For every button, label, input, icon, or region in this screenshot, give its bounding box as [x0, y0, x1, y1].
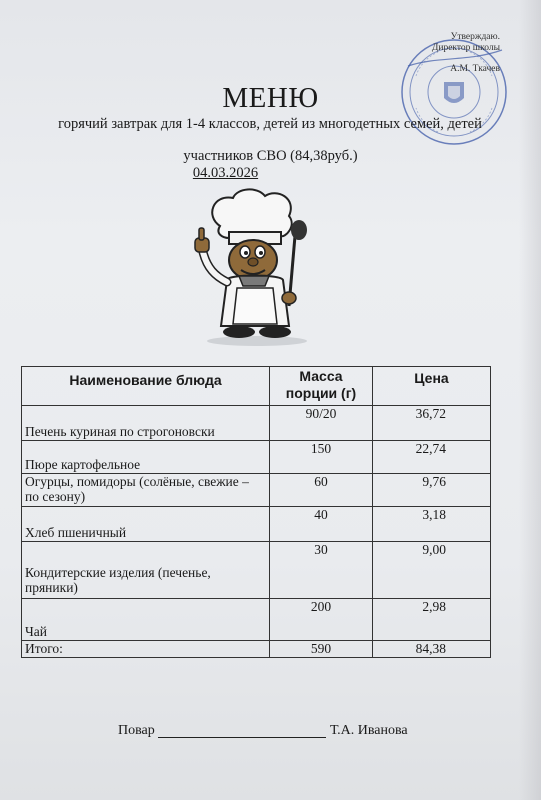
row-price: 2,98	[373, 599, 491, 641]
row-price: 36,72	[373, 406, 491, 441]
total-price: 84,38	[373, 641, 491, 658]
row-price: 3,18	[373, 507, 491, 542]
table-row	[22, 474, 491, 507]
row-mass: 30	[270, 542, 373, 599]
header-dish-name: Наименование блюда	[22, 367, 270, 406]
subtitle-line-1: горячий завтрак для 1-4 классов, детей из многодетных семей, детей	[58, 116, 482, 132]
page-edge-shadow	[519, 0, 541, 800]
row-price: 22,74	[373, 441, 491, 474]
row-price: 9,76	[373, 474, 491, 507]
cook-label: Повар	[118, 723, 155, 738]
row-mass: 90/20	[270, 406, 373, 441]
row-mass: 60	[270, 474, 373, 507]
table-row	[22, 406, 491, 441]
signature-line	[158, 737, 326, 738]
row-name: Чай	[22, 599, 270, 641]
row-mass: 40	[270, 507, 373, 542]
table-row	[22, 599, 491, 641]
table-row	[22, 507, 491, 542]
table-row	[22, 441, 491, 474]
row-name: Хлеб пшеничный	[22, 507, 270, 542]
chef-illustration	[185, 186, 325, 348]
table-header-row	[22, 367, 491, 406]
menu-table	[21, 366, 491, 658]
row-name: Пюре картофельное	[22, 441, 270, 474]
page-title: МЕНЮ	[222, 82, 319, 114]
subtitle-text: участников СВО (84,38руб.)	[183, 148, 358, 164]
cook-name: Т.А. Иванова	[330, 723, 408, 738]
table-total-row	[22, 641, 491, 658]
total-label: Итого:	[22, 641, 270, 658]
row-price: 9,00	[373, 542, 491, 599]
header-mass: Масса порции (г)	[270, 367, 373, 406]
row-mass: 150	[270, 441, 373, 474]
menu-date: 04.03.2026	[192, 165, 259, 181]
approval-line-1: Утверждаю.	[450, 32, 500, 42]
approval-line-3: А.М. Ткачев	[450, 64, 500, 74]
approval-block	[410, 32, 500, 75]
total-mass: 590	[270, 641, 373, 658]
subtitle-line-2	[0, 148, 541, 182]
approval-line-2: Директор школы	[431, 43, 500, 53]
row-name: Кондитерские изделия (печенье, пряники)	[22, 542, 270, 599]
header-price: Цена	[373, 367, 491, 406]
table-row	[22, 542, 491, 599]
row-name: Печень куриная по строгоновски	[22, 406, 270, 441]
row-mass: 200	[270, 599, 373, 641]
row-name: Огурцы, помидоры (солёные, свежие – по сезону)	[22, 474, 270, 507]
